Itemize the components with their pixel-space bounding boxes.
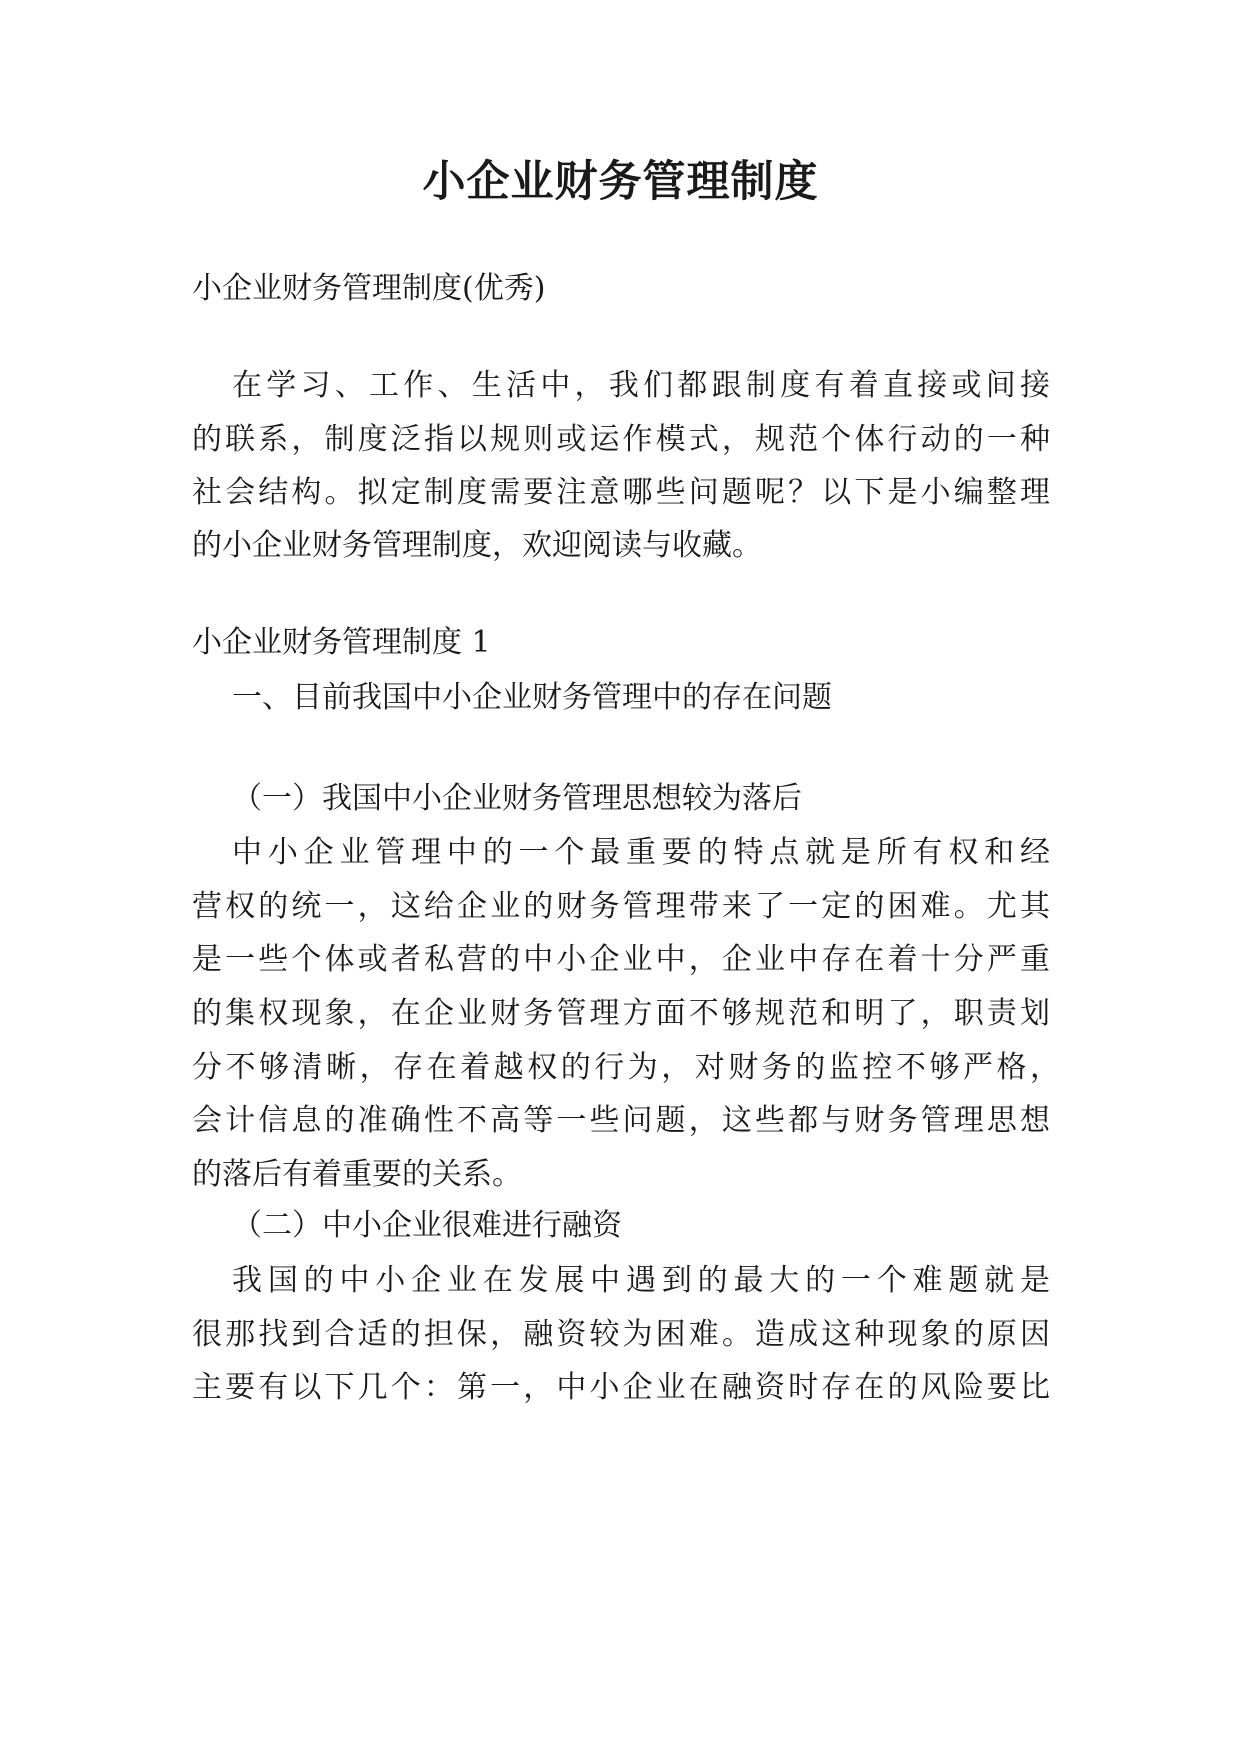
paragraph-line: 会计信息的准确性不高等一些问题，这些都与财务管理思想 [192,1103,1050,1138]
paragraph-line: 营权的统一，这给企业的财务管理带来了一定的困难。尤其 [192,889,1050,924]
paragraph-line: 的落后有着重要的关系。 [192,1157,522,1192]
intro-line: 的联系，制度泛指以规则或运作模式，规范个体行动的一种 [192,422,1050,457]
heading-1: 一、目前我国中小企业财务管理中的存在问题 [232,680,832,715]
paragraph-line: 很那找到合适的担保，融资较为困难。造成这种现象的原因 [192,1317,1050,1352]
paragraph-line: 分不够清晰，存在着越权的行为，对财务的监控不够严格， [192,1050,1060,1085]
intro-line: 的小企业财务管理制度，欢迎阅读与收藏。 [192,528,762,563]
paragraph-line: 中小企业管理中的一个最重要的特点就是所有权和经 [232,835,1050,870]
section-title: 小企业财务管理制度 1 [192,625,491,660]
paragraph-line: 主要有以下几个：第一，中小企业在融资时存在的风险要比 [192,1370,1050,1405]
subheading-1: （一）我国中小企业财务管理思想较为落后 [232,781,802,816]
document-subtitle: 小企业财务管理制度(优秀) [192,271,546,306]
intro-line: 社会结构。拟定制度需要注意哪些问题呢？以下是小编整理 [192,475,1050,510]
paragraph-line: 是一些个体或者私营的中小企业中，企业中存在着十分严重 [192,942,1050,977]
document-title: 小企业财务管理制度 [422,157,819,207]
intro-line: 在学习、工作、生活中，我们都跟制度有着直接或间接 [232,368,1050,403]
paragraph-line: 的集权现象，在企业财务管理方面不够规范和明了，职责划 [192,996,1050,1031]
paragraph-line: 我国的中小企业在发展中遇到的最大的一个难题就是 [232,1263,1050,1298]
subheading-2: （二）中小企业很难进行融资 [232,1208,622,1243]
